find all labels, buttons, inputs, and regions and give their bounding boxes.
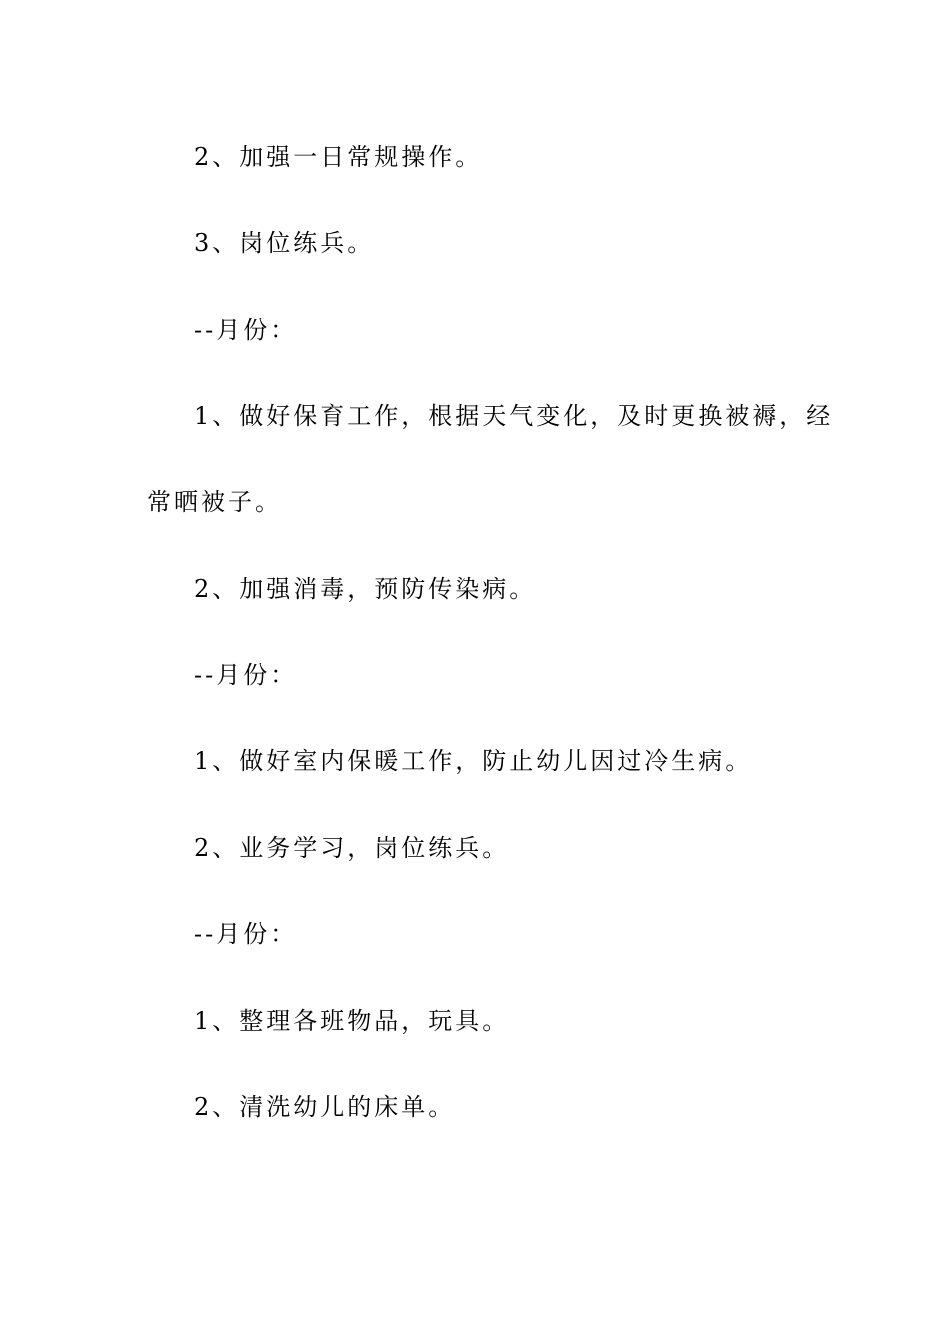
- paragraph-line: 3、岗位练兵。: [194, 229, 375, 257]
- month-heading: --月份：: [194, 316, 298, 344]
- paragraph-line: 1、做好保育工作，根据天气变化，及时更换被褥，经: [194, 402, 834, 430]
- paragraph-line: 2、加强一日常规操作。: [194, 143, 483, 171]
- paragraph-line: 2、加强消毒，预防传染病。: [194, 575, 537, 603]
- month-heading: --月份：: [194, 661, 298, 689]
- paragraph-line: 1、整理各班物品，玩具。: [194, 1007, 510, 1035]
- month-heading: --月份：: [194, 920, 298, 948]
- paragraph-line: 1、做好室内保暖工作，防止幼儿因过冷生病。: [194, 747, 753, 775]
- paragraph-line: 2、清洗幼儿的床单。: [194, 1093, 456, 1121]
- paragraph-line: 2、业务学习，岗位练兵。: [194, 834, 510, 862]
- paragraph-continuation: 常晒被子。: [147, 488, 282, 516]
